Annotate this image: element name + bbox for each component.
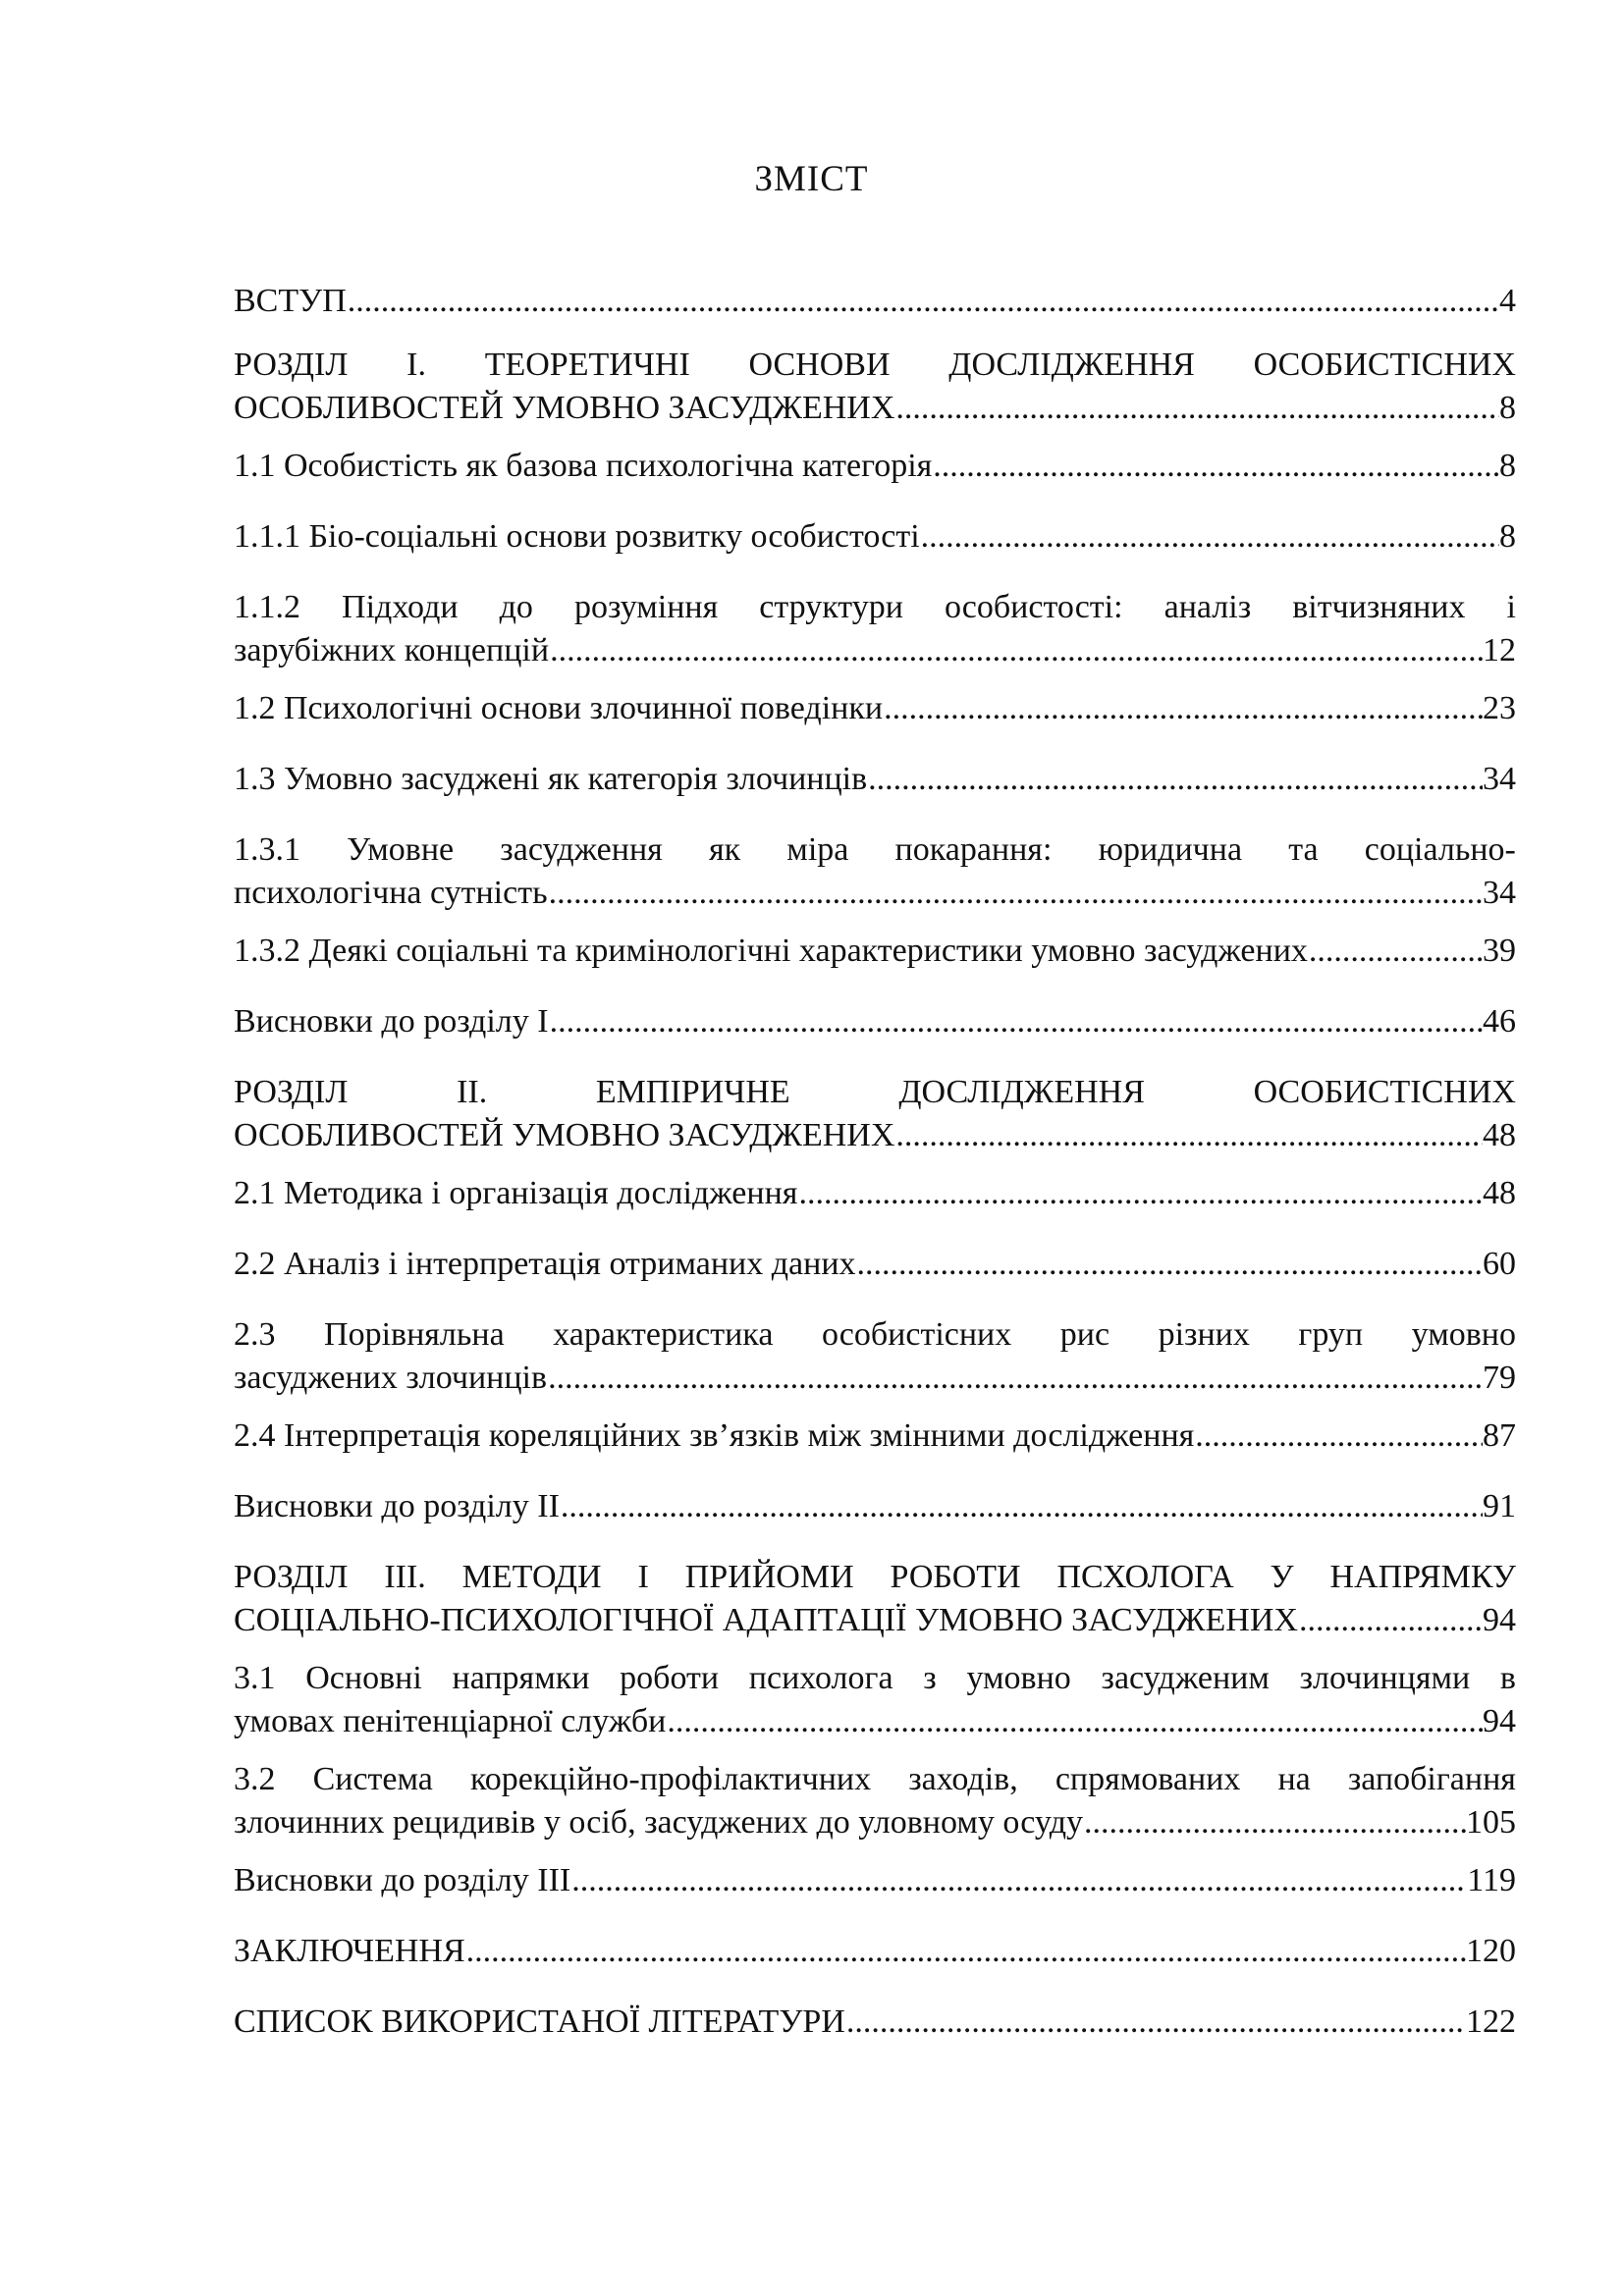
toc-entry-title[interactable]: психологічна сутність <box>234 875 548 911</box>
toc-entry-last-line <box>234 280 1516 323</box>
toc-page-number: 122 <box>1466 2003 1516 2040</box>
toc-entry-last-line <box>234 1000 1516 1043</box>
dot-leader <box>560 1485 1483 1528</box>
dot-leader <box>845 2001 1466 2044</box>
dot-leader <box>547 1357 1483 1400</box>
toc-entry-line: 2.3 Порівняльна характеристика особистісних рис різних груп умовно <box>234 1316 1516 1353</box>
dot-leader <box>1298 1599 1483 1642</box>
toc-entry-title[interactable]: СОЦІАЛЬНО-ПСИХОЛОГІЧНОЇ АДАПТАЦІЇ УМОВНО ЗАСУДЖЕНИХ <box>234 1602 1298 1638</box>
toc-page-number: 39 <box>1483 933 1516 969</box>
dot-leader <box>894 1114 1483 1157</box>
toc-entry-title[interactable]: ОСОБЛИВОСТЕЙ УМОВНО ЗАСУДЖЕНИХ <box>234 1117 895 1153</box>
toc-entry-title[interactable]: злочинних рецидивів у осіб, засуджених до уловному осуду <box>234 1804 1083 1841</box>
toc-entry-line: 3.1 Основні напрямки роботи психолога з умовно засудженим злочинцями в <box>234 1660 1516 1696</box>
page-title: ЗМІСТ <box>754 159 869 199</box>
toc-entry-title[interactable]: умовах пенітенціарної служби <box>234 1703 667 1739</box>
toc-entry-last-line <box>234 1700 1516 1743</box>
toc-entry <box>234 758 1516 801</box>
toc-entry-title[interactable]: 2.1 Методика і організація дослідження <box>234 1175 798 1211</box>
toc-entry <box>234 1243 1516 1286</box>
toc-entry-last-line <box>234 629 1516 672</box>
toc-page-number: 119 <box>1467 1862 1516 1898</box>
dot-leader <box>570 1859 1467 1902</box>
toc-page-number: 120 <box>1466 1933 1516 1969</box>
toc-entry-last-line <box>234 1172 1516 1215</box>
toc-entry-last-line <box>234 2001 1516 2044</box>
toc-entry-line: 3.2 Система корекційно-профілактичних заходів, спрямованих на запобігання <box>234 1761 1516 1797</box>
toc-entry-last-line <box>234 687 1516 730</box>
toc-entry-last-line <box>234 1415 1516 1458</box>
toc-entry <box>234 344 1516 430</box>
toc-entry <box>234 1859 1516 1902</box>
toc-entry <box>234 1000 1516 1043</box>
toc-entry <box>234 445 1516 488</box>
toc-entry <box>234 1313 1516 1400</box>
toc-entry <box>234 1930 1516 1973</box>
toc-entry-title[interactable]: 1.1 Особистість як базова психологічна категорія <box>234 448 933 484</box>
dot-leader <box>797 1172 1483 1215</box>
toc-page-number: 48 <box>1483 1117 1516 1153</box>
toc-entry-title[interactable]: 1.2 Психологічні основи злочинної поведінки <box>234 690 884 726</box>
dot-leader <box>1194 1415 1483 1458</box>
toc-page-number: 48 <box>1483 1175 1516 1211</box>
toc-entry-last-line <box>234 1243 1516 1286</box>
toc-entry-title[interactable]: 1.3 Умовно засуджені як категорія злочинців <box>234 761 868 797</box>
toc-entry-last-line <box>234 758 1516 801</box>
toc-page-number: 94 <box>1483 1703 1516 1739</box>
toc-entry <box>234 515 1516 559</box>
toc-page-number: 91 <box>1483 1488 1516 1524</box>
dot-leader <box>920 515 1499 559</box>
toc-entry <box>234 2001 1516 2044</box>
toc-page-number: 79 <box>1483 1360 1516 1396</box>
toc-page-number: 105 <box>1466 1804 1516 1841</box>
toc-entry <box>234 1071 1516 1157</box>
dot-leader <box>465 1930 1466 1973</box>
dot-leader <box>1083 1801 1466 1844</box>
dot-leader <box>1308 930 1483 973</box>
toc-entry <box>234 1556 1516 1642</box>
toc-entry-title[interactable]: ЗАКЛЮЧЕННЯ <box>234 1933 465 1969</box>
toc-entry <box>234 828 1516 915</box>
toc-page-number: 46 <box>1483 1003 1516 1040</box>
toc-entry-title[interactable]: Висновки до розділу І <box>234 1003 549 1040</box>
toc-page-number: 4 <box>1499 283 1516 319</box>
toc-entry-last-line <box>234 515 1516 559</box>
dot-leader <box>549 1000 1483 1043</box>
toc-entry-last-line <box>234 930 1516 973</box>
toc-entry-line: 1.1.2 Підходи до розуміння структури особистості: аналіз вітчизняних і <box>234 589 1516 625</box>
toc-entry-last-line <box>234 1801 1516 1844</box>
dot-leader <box>932 445 1499 488</box>
toc-page-number: 8 <box>1499 448 1516 484</box>
toc-entry-last-line <box>234 387 1516 430</box>
toc-entry <box>234 687 1516 730</box>
toc-page-number: 60 <box>1483 1246 1516 1282</box>
toc-page-number: 34 <box>1483 761 1516 797</box>
toc-entry-title[interactable]: СПИСОК ВИКОРИСТАНОЇ ЛІТЕРАТУРИ <box>234 2003 845 2040</box>
toc-entry-title[interactable]: зарубіжних концепцій <box>234 632 550 668</box>
toc-entry-title[interactable]: ОСОБЛИВОСТЕЙ УМОВНО ЗАСУДЖЕНИХ <box>234 390 895 426</box>
toc-entry-last-line <box>234 872 1516 915</box>
toc-entry-line: РОЗДІЛ ІІІ. МЕТОДИ І ПРИЙОМИ РОБОТИ ПСХОЛОГА У НАПРЯМКУ <box>234 1559 1516 1595</box>
toc-entry-title[interactable]: 1.1.1 Біо-соціальні основи розвитку особистості <box>234 518 920 555</box>
toc-entry-last-line <box>234 1599 1516 1642</box>
toc-entry <box>234 1758 1516 1844</box>
toc-entry <box>234 1415 1516 1458</box>
toc-entry-line: 1.3.1 Умовне засудження як міра покарання: юридична та соціально- <box>234 831 1516 868</box>
toc-entry-title[interactable]: 2.2 Аналіз і інтерпретація отриманих даних <box>234 1246 856 1282</box>
toc-entry-title[interactable]: Висновки до розділу ІІІ <box>234 1862 571 1898</box>
toc-entry <box>234 1172 1516 1215</box>
dot-leader <box>347 280 1499 323</box>
toc-entry-title[interactable]: ВСТУП <box>234 283 347 319</box>
toc-entry-line: РОЗДІЛ І. ТЕОРЕТИЧНІ ОСНОВИ ДОСЛІДЖЕННЯ ОСОБИСТІСНИХ <box>234 347 1516 383</box>
toc-entry-title[interactable]: 2.4 Інтерпретація кореляційних зв’язків між змінними дослідження <box>234 1417 1195 1454</box>
toc-entry-last-line <box>234 1485 1516 1528</box>
toc-page-number: 8 <box>1499 518 1516 555</box>
toc-entry <box>234 1485 1516 1528</box>
dot-leader <box>856 1243 1483 1286</box>
toc-page-number: 23 <box>1483 690 1516 726</box>
toc-entry <box>234 280 1516 323</box>
toc-page-number: 94 <box>1483 1602 1516 1638</box>
toc-page-number: 87 <box>1483 1417 1516 1454</box>
toc-page-number: 8 <box>1499 390 1516 426</box>
toc-entry <box>234 1657 1516 1743</box>
toc-entry-last-line <box>234 445 1516 488</box>
toc-entry <box>234 930 1516 973</box>
dot-leader <box>548 872 1483 915</box>
dot-leader <box>666 1700 1483 1743</box>
toc-entry-title[interactable]: 1.3.2 Деякі соціальні та кримінологічні характеристики умовно засуджених <box>234 933 1308 969</box>
dot-leader <box>549 629 1483 672</box>
toc-page-number: 12 <box>1483 632 1516 668</box>
toc-entry <box>234 586 1516 672</box>
toc-entry-last-line <box>234 1930 1516 1973</box>
toc-entry-last-line <box>234 1859 1516 1902</box>
dot-leader <box>894 387 1499 430</box>
toc-entry-last-line <box>234 1357 1516 1400</box>
toc-entry-title[interactable]: засуджених злочинців <box>234 1360 548 1396</box>
toc-entry-last-line <box>234 1114 1516 1157</box>
toc-entry-line: РОЗДІЛ ІІ. ЕМПІРИЧНЕ ДОСЛІДЖЕННЯ ОСОБИСТІСНИХ <box>234 1074 1516 1110</box>
dot-leader <box>883 687 1483 730</box>
toc-page-number: 34 <box>1483 875 1516 911</box>
dot-leader <box>867 758 1483 801</box>
toc-entry-title[interactable]: Висновки до розділу ІІ <box>234 1488 560 1524</box>
